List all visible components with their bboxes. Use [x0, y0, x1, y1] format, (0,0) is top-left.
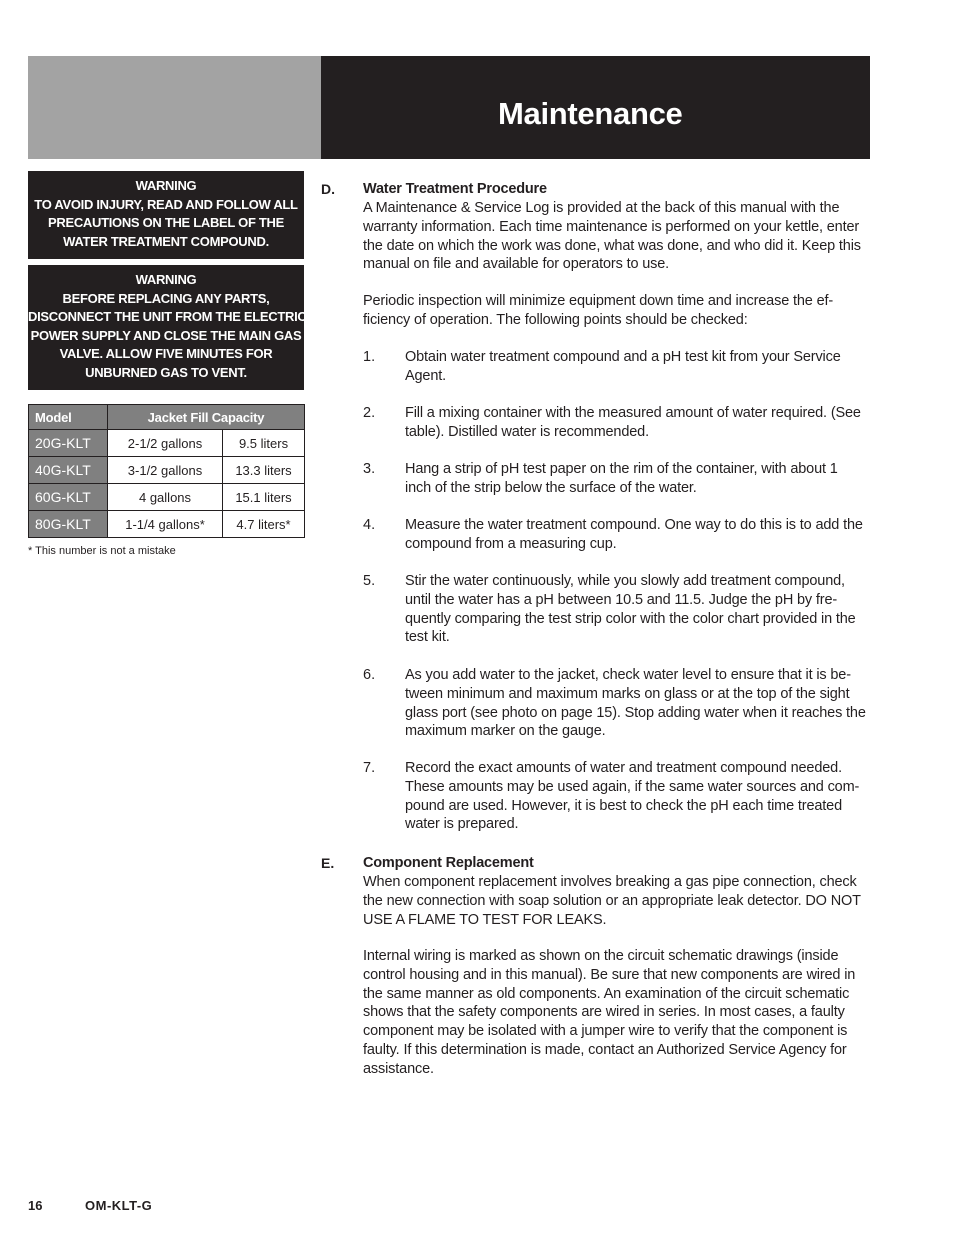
text-line: Periodic inspection will minimize equipment down time and increase the ef- [363, 293, 834, 309]
step-number: 6. [363, 667, 376, 683]
warning-line: VALVE. ALLOW FIVE MINUTES FOR [59, 346, 273, 361]
text-line: faulty. If this determination is made, contact an Authorized Service Agency for [363, 1041, 847, 1058]
table-header-row [29, 405, 305, 430]
warning-line: PRECAUTIONS ON THE LABEL OF THE [47, 215, 285, 230]
text-line: shows that the safety components are wired in series. In most cases, a faulty [363, 1004, 845, 1021]
gallons-cell: 3-1/2 gallons [108, 457, 223, 484]
step-text [405, 572, 875, 647]
step-number: 2. [363, 405, 376, 421]
model-cell: 20G-KLT [29, 430, 108, 457]
page-number: 16 [28, 1198, 43, 1213]
step-number: 5. [363, 573, 376, 589]
text-line: Internal wiring is marked as shown on the circuit schematic drawings (inside [363, 948, 839, 964]
section-d-intro [363, 199, 873, 274]
text-line: until the water has a pH between 10.5 and 11.5. Judge the pH by fre- [405, 591, 838, 608]
text-line: inch of the strip below the surface of the water. [405, 479, 697, 496]
section-d-letter: D. [321, 181, 335, 197]
liters-cell: 9.5 liters [223, 430, 305, 457]
step-text [405, 404, 875, 442]
text-line: test kit. [405, 629, 450, 646]
model-cell: 80G-KLT [29, 511, 108, 538]
text-line: Fill a mixing container with the measured amount of water required. (See [405, 405, 861, 421]
warning-heading: WARNING [135, 178, 197, 193]
text-line: glass port (see photo on page 15). Stop adding water when it reaches the [405, 704, 866, 721]
step-number: 4. [363, 517, 376, 533]
column-header-jacket-fill-capacity: Jacket Fill Capacity [108, 405, 305, 430]
text-line: When component replacement involves breaking a gas pipe connection, check [363, 874, 857, 890]
gallons-cell: 4 gallons [108, 484, 223, 511]
text-line: control housing and in this manual). Be sure that new components are wired in [363, 966, 856, 983]
warning-box-replace-parts [28, 265, 307, 390]
liters-cell: 15.1 liters [223, 484, 305, 511]
section-e-paragraph-1 [363, 873, 873, 929]
section-d-inspection [363, 292, 873, 330]
model-cell: 40G-KLT [29, 457, 108, 484]
section-e-title: Component Replacement [363, 855, 534, 871]
table-row [29, 484, 305, 511]
section-e-letter: E. [321, 855, 335, 871]
liters-cell: 4.7 liters* [223, 511, 305, 538]
warning-line: TO AVOID INJURY, READ AND FOLLOW ALL [34, 196, 298, 212]
step-text [405, 666, 875, 741]
text-line: Obtain water treatment compound and a pH test kit from your Service [405, 349, 841, 365]
text-line: These amounts may be used again, if the same water sources and com- [405, 778, 860, 795]
table-row [29, 430, 305, 457]
text-line: manual on file and available for operators to use. [363, 256, 670, 273]
document-code: OM-KLT-G [85, 1198, 153, 1213]
text-line: the date on which the work was done, what was done, and who did it. Keep this [363, 237, 861, 254]
step-number: 3. [363, 461, 376, 477]
text-line: component may be isolated with a jumper wire to verify that the component is [363, 1023, 848, 1040]
step-text [405, 759, 875, 834]
text-line: ficiency of operation. The following points should be checked: [363, 311, 748, 328]
model-cell: 60G-KLT [29, 484, 108, 511]
gallons-cell: 1-1/4 gallons* [108, 511, 223, 538]
warning-box-water-treatment [28, 171, 304, 259]
text-line: As you add water to the jacket, check water level to ensure that it is be- [405, 667, 851, 683]
text-line: assistance. [363, 1060, 434, 1077]
text-line: Measure the water treatment compound. One way to do this is to add the [405, 517, 863, 533]
step-text [405, 460, 875, 498]
text-line: the same manner as old components. An examination of the circuit schematic [363, 985, 850, 1002]
text-line: compound from a measuring cup. [405, 535, 617, 552]
header-gray-block [28, 56, 321, 159]
table-row [29, 511, 305, 538]
table-footnote: * This number is not a mistake [28, 545, 176, 557]
text-line: A Maintenance & Service Log is provided at the back of this manual with the [363, 200, 840, 216]
warning-line: UNBURNED GAS TO VENT. [85, 364, 247, 380]
jacket-fill-capacity-table [28, 404, 305, 538]
text-line: quently comparing the test strip color with the color chart provided in the [405, 610, 856, 627]
liters-cell: 13.3 liters [223, 457, 305, 484]
page-title: Maintenance [498, 96, 683, 131]
gallons-cell: 2-1/2 gallons [108, 430, 223, 457]
text-line: USE A FLAME TO TEST FOR LEAKS. [363, 911, 607, 928]
warning-line: BEFORE REPLACING ANY PARTS, [62, 290, 270, 306]
step-number: 7. [363, 760, 376, 776]
warning-line: DISCONNECT THE UNIT FROM THE ELECTRIC [28, 309, 307, 324]
text-line: Record the exact amounts of water and treatment compound needed. [405, 760, 842, 776]
section-e-paragraph-2 [363, 947, 873, 1079]
text-line: the new connection with soap solution or an appropriate leak detector. DO NOT [363, 892, 861, 909]
warning-heading: WARNING [135, 272, 197, 287]
step-text [405, 348, 875, 386]
warning-line: POWER SUPPLY AND CLOSE THE MAIN GAS [30, 327, 302, 343]
text-line: Hang a strip of pH test paper on the rim of the container, with about 1 [405, 461, 838, 477]
column-header-model: Model [29, 405, 108, 430]
step-text [405, 516, 875, 554]
text-line: Stir the water continuously, while you slowly add treatment compound, [405, 573, 845, 589]
text-line: pound are used. However, it is best to check the pH each time treated [405, 797, 842, 814]
text-line: warranty information. Each time maintenance is performed on your kettle, enter [363, 218, 860, 235]
text-line: maximum marker on the gauge. [405, 723, 606, 740]
text-line: water is prepared. [405, 816, 519, 833]
text-line: tween minimum and maximum marks on glass or at the top of the sight [405, 685, 850, 702]
warning-line: WATER TREATMENT COMPOUND. [63, 233, 269, 249]
section-d-title: Water Treatment Procedure [363, 181, 547, 197]
table-row [29, 457, 305, 484]
text-line: table). Distilled water is recommended. [405, 423, 649, 440]
text-line: Agent. [405, 367, 447, 384]
step-number: 1. [363, 349, 376, 365]
